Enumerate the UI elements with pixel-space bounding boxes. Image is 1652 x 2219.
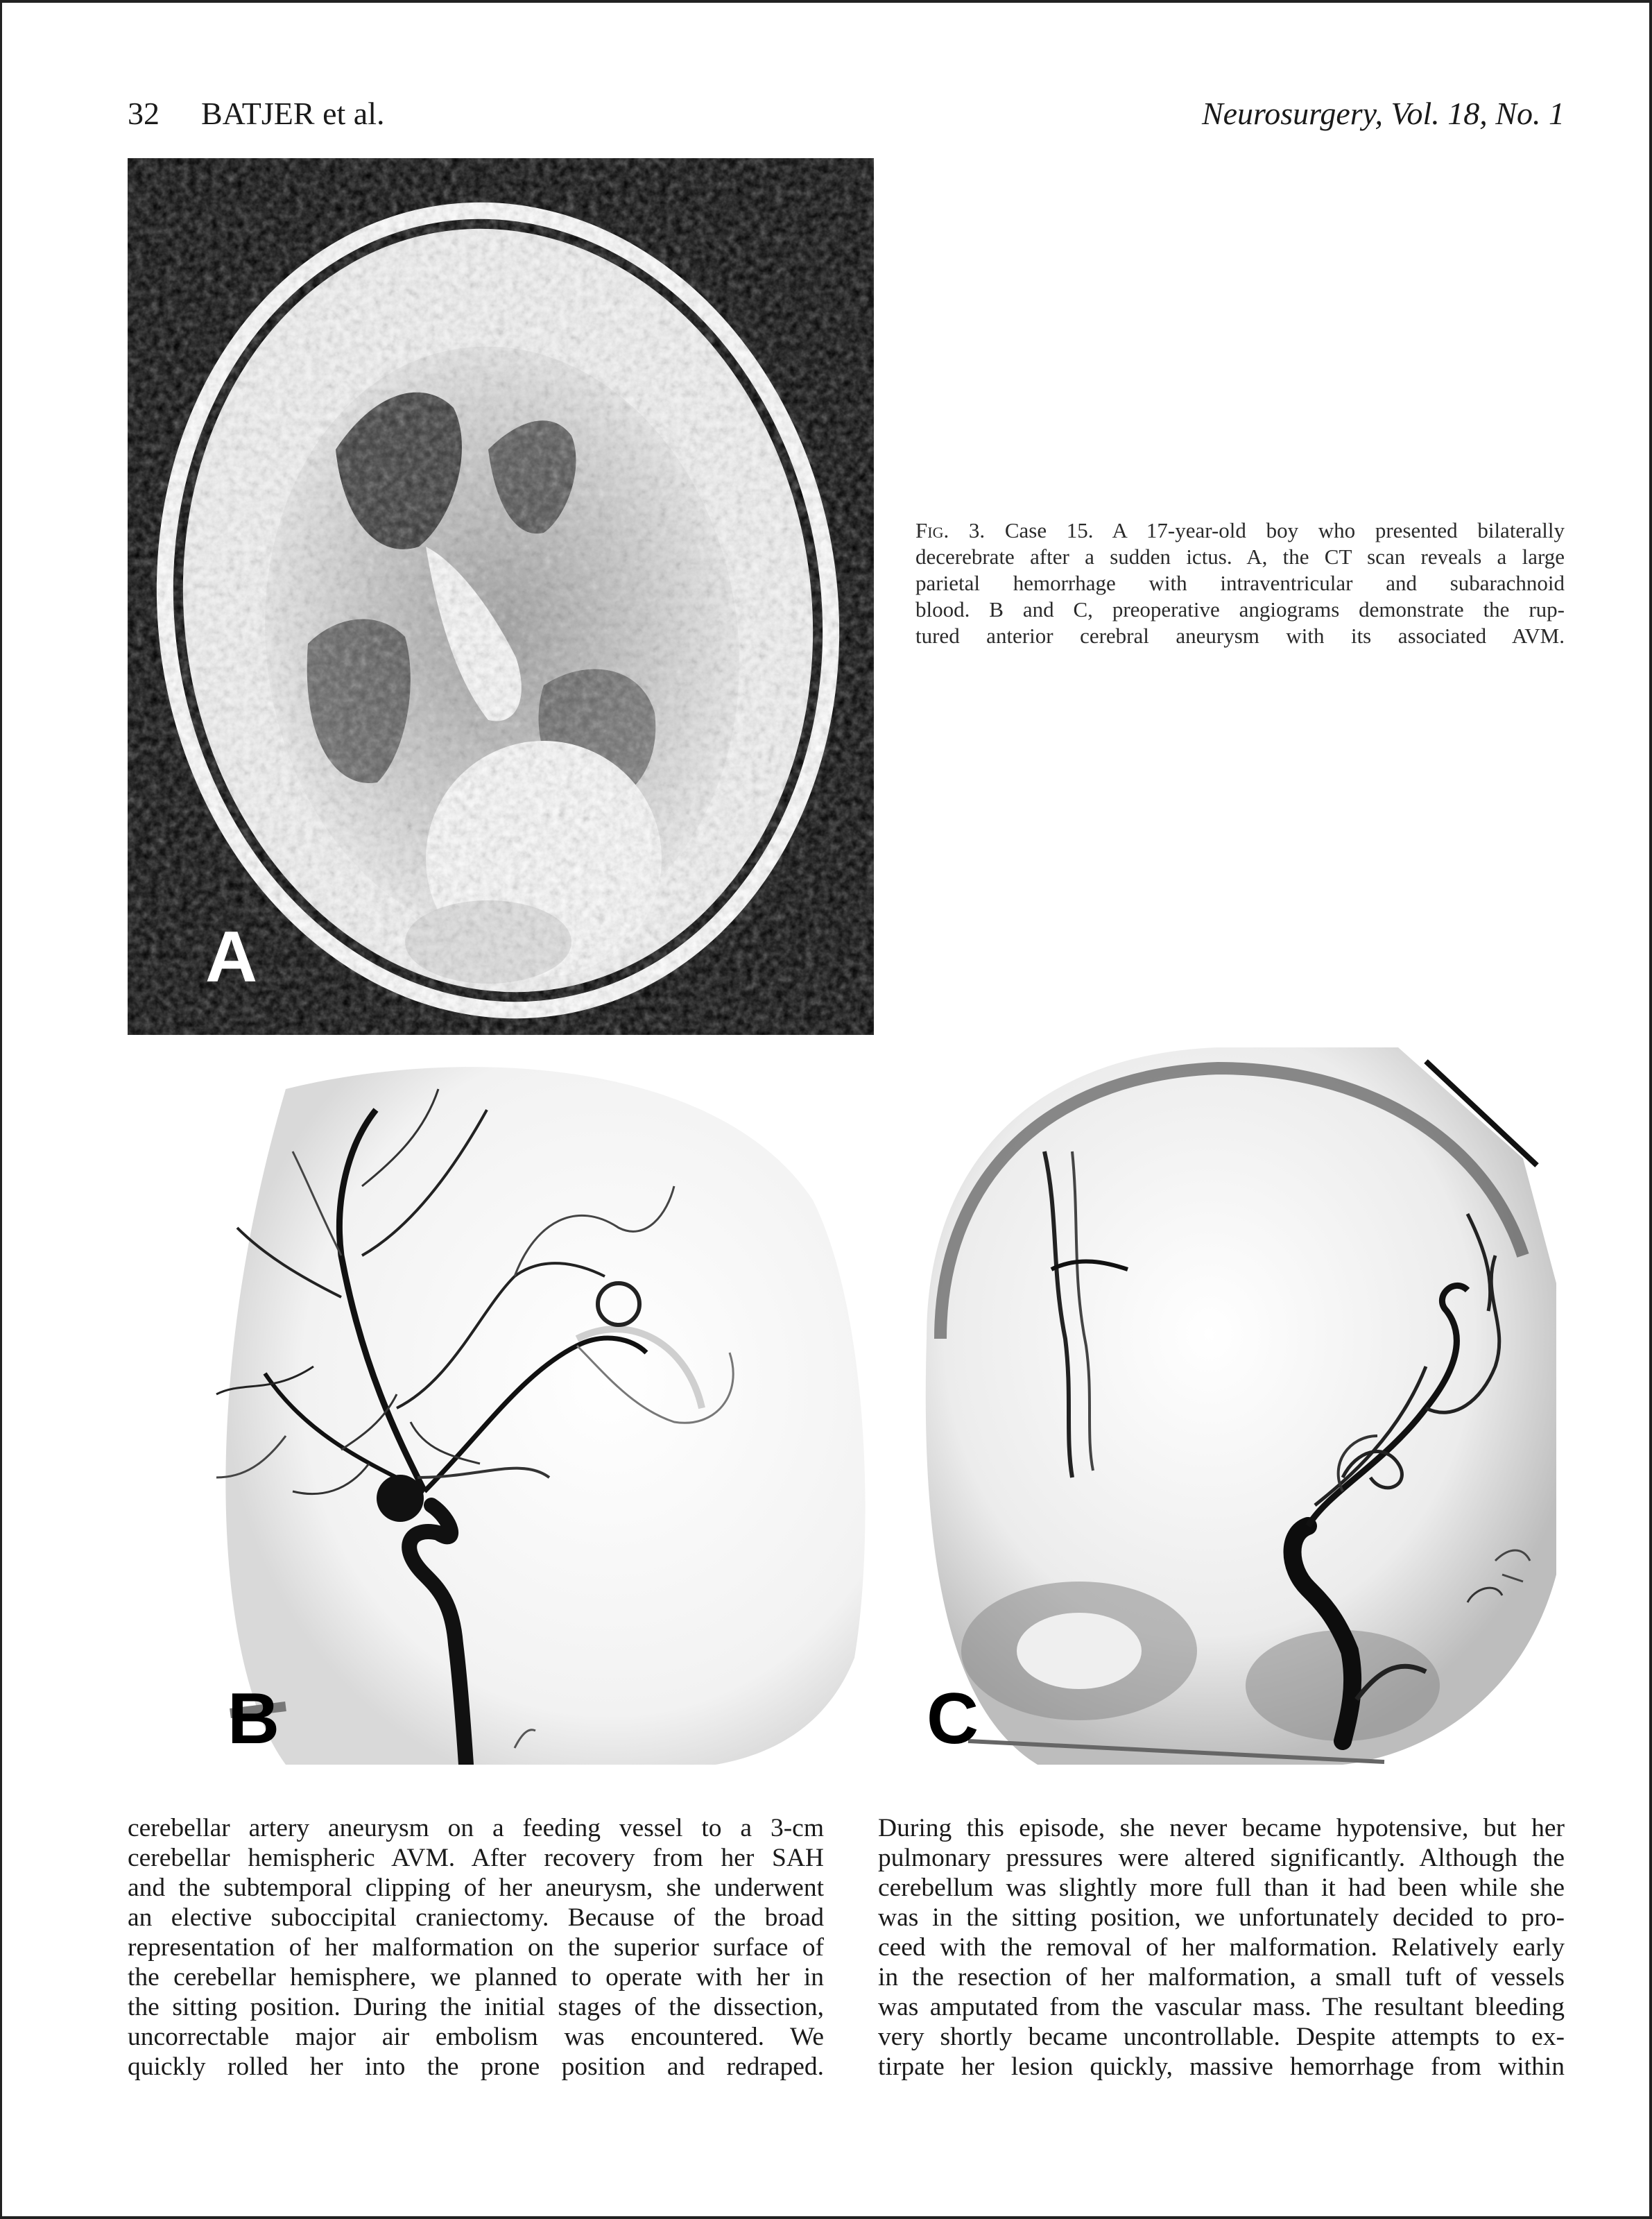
body-line: representation of her malformation on the superior surface of: [128, 1933, 824, 1962]
caption-line: blood. B and C, preoperative angiograms demonstrate the rup-: [915, 597, 1565, 622]
body-line: the cerebellar hemisphere, we planned to operate with her in: [128, 1963, 824, 1991]
lateral-angiogram-image: [189, 1047, 872, 1765]
page-number: 32: [128, 96, 160, 131]
body-line: cerebellar hemispheric AVM. After recovery from her SAH: [128, 1844, 824, 1872]
body-text-left-column: [128, 1813, 824, 2082]
figure-panel-a-ct-scan: [128, 158, 874, 1035]
figure-panel-b-angiogram: [189, 1047, 872, 1765]
body-line: was amputated from the vascular mass. The resultant bleeding: [878, 1993, 1565, 2021]
caption-fig-label: Fig. 3.: [915, 518, 986, 542]
caption-line: tured anterior cerebral aneurysm with its associated AVM.: [915, 624, 1565, 648]
body-line: quickly rolled her into the prone position and redraped.: [128, 2053, 824, 2081]
authors: BATJER et al.: [201, 96, 385, 131]
panel-label-a: A: [205, 917, 258, 997]
body-text-right-column: [878, 1813, 1565, 2082]
frontal-angiogram-image: [899, 1047, 1556, 1765]
journal-citation: Neurosurgery, Vol. 18, No. 1: [1201, 96, 1565, 131]
body-line: the sitting position. During the initial stages of the dissection,: [128, 1993, 824, 2021]
body-line: was in the sitting position, we unfortunately decided to pro-: [878, 1903, 1565, 1932]
body-line: in the resection of her malformation, a small tuft of vessels: [878, 1963, 1565, 1991]
caption-line: Case 15. A 17-year-old boy who presented bilaterally: [1004, 518, 1565, 542]
body-line: uncorrectable major air embolism was encountered. We: [128, 2023, 824, 2051]
caption-line: parietal hemorrhage with intraventricular and subarachnoid: [915, 571, 1565, 595]
running-header-left: [128, 94, 384, 133]
body-line: and the subtemporal clipping of her aneurysm, she underwent: [128, 1874, 824, 1902]
body-line: very shortly became uncontrollable. Despite attempts to ex-: [878, 2023, 1565, 2051]
body-line: During this episode, she never became hypotensive, but her: [878, 1814, 1565, 1842]
panel-label-b: B: [227, 1679, 280, 1759]
caption-line: decerebrate after a sudden ictus. A, the CT scan reveals a large: [915, 545, 1565, 569]
ct-scan-image: [128, 158, 874, 1035]
panel-label-c: C: [927, 1679, 979, 1759]
body-line: tirpate her lesion quickly, massive hemorrhage from within: [878, 2053, 1565, 2081]
body-line: cerebellar artery aneurysm on a feeding vessel to a 3-cm: [128, 1814, 824, 1842]
figure-caption: [915, 517, 1565, 649]
figure-panel-c-angiogram: [899, 1047, 1556, 1765]
body-line: ceed with the removal of her malformation. Relatively early: [878, 1933, 1565, 1962]
body-line: pulmonary pressures were altered significantly. Although the: [878, 1844, 1565, 1872]
body-line: an elective suboccipital craniectomy. Because of the broad: [128, 1903, 824, 1932]
body-line: cerebellum was slightly more full than it had been while she: [878, 1874, 1565, 1902]
